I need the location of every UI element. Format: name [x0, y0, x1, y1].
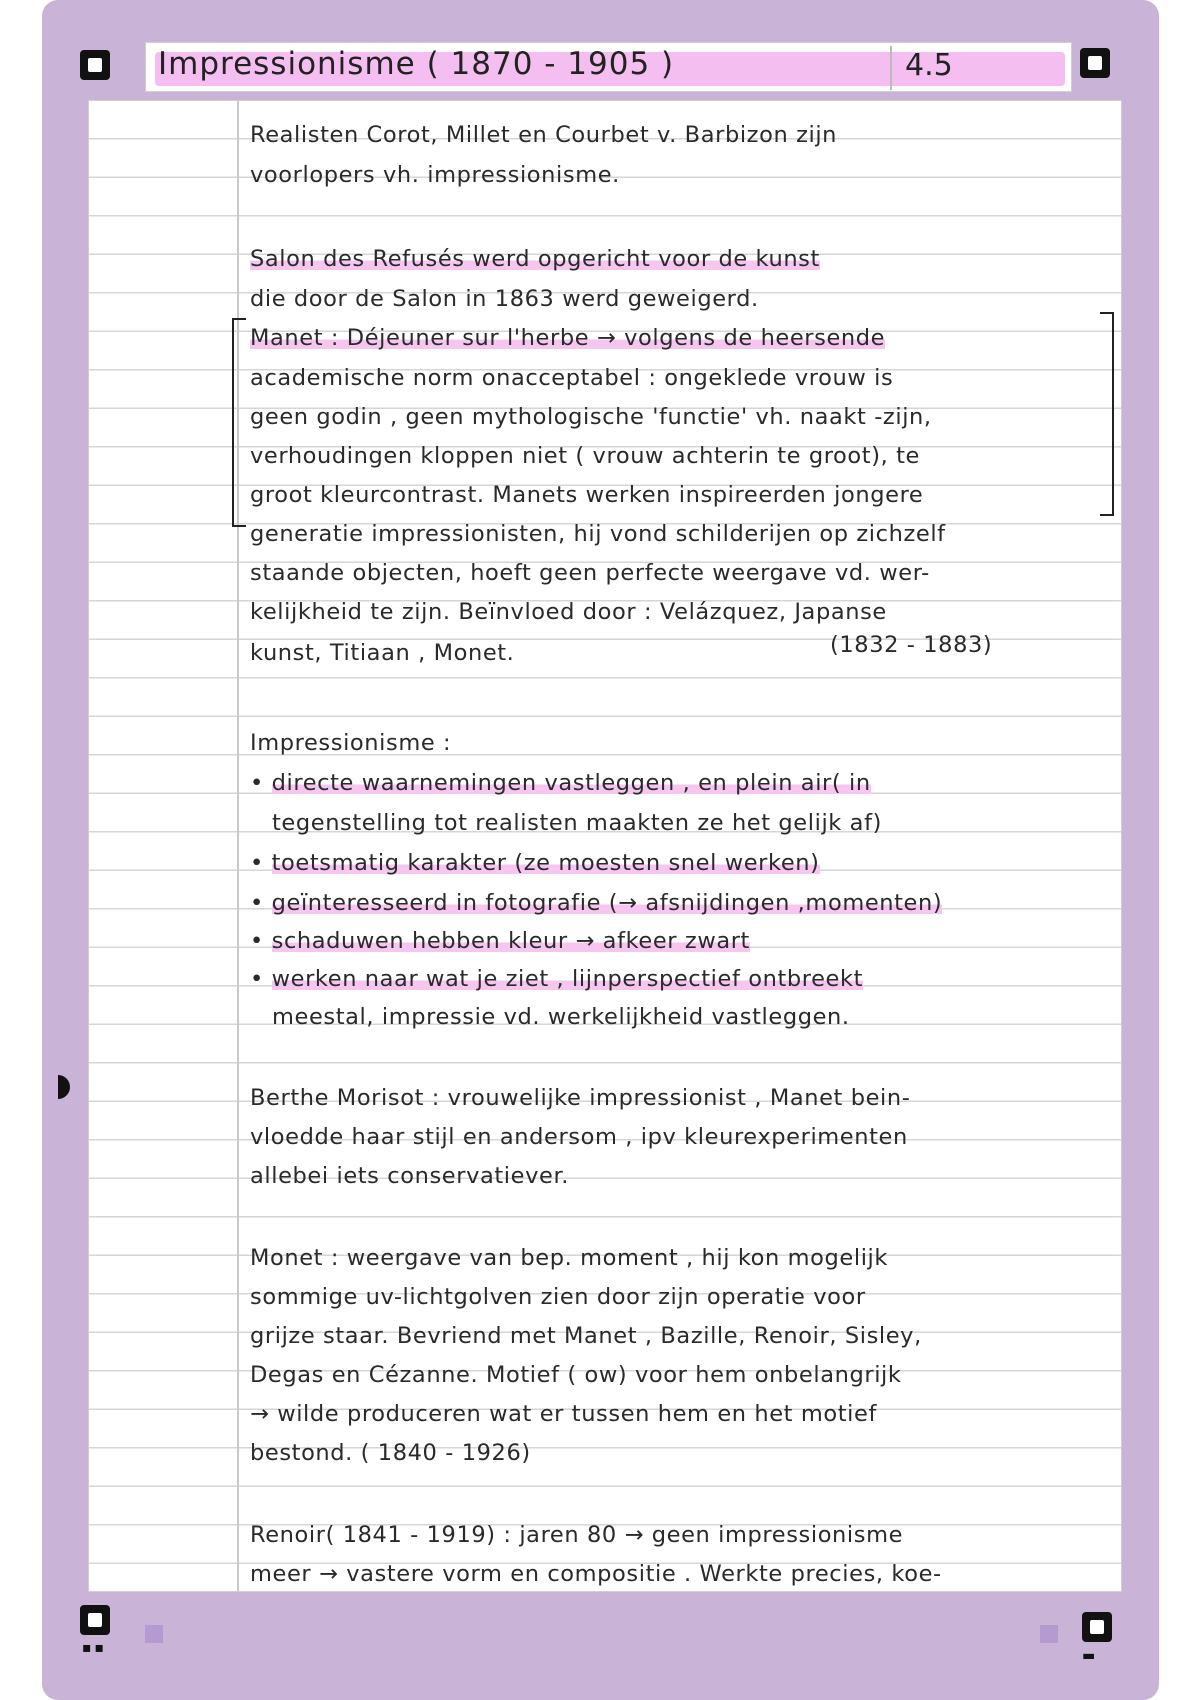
- bullet-text: geïnteresseerd in fotografie (→ afsnijdingen ,momenten): [271, 890, 943, 916]
- text-line: voorlopers vh. impressionisme.: [250, 162, 620, 188]
- header-divider: [890, 46, 892, 90]
- text-line: allebei iets conservatiever.: [250, 1163, 569, 1189]
- text-line: Monet : weergave van bep. moment , hij kon mogelijk: [250, 1245, 889, 1271]
- corner-top-right-icon: [1080, 48, 1110, 78]
- bullet-text: toetsmatig karakter (ze moesten snel werken): [271, 850, 820, 876]
- corner-top-left-icon: [80, 50, 110, 80]
- dots-icon: ▪▪: [82, 1640, 107, 1656]
- bullet-line: tegenstelling tot realisten maakten ze het gelijk af): [272, 810, 882, 836]
- text-line: Realisten Corot, Millet en Courbet v. Barbizon zijn: [250, 122, 838, 148]
- dash-icon: ▬: [1082, 1648, 1099, 1664]
- corner-bottom-left-icon: [80, 1605, 110, 1635]
- bullet-line: • toetsmatig karakter (ze moesten snel werken): [250, 850, 820, 876]
- bullet-line: • geïnteresseerd in fotografie (→ afsnijdingen ,momenten): [250, 890, 943, 916]
- text-line: die door de Salon in 1863 werd geweigerd.: [250, 286, 759, 312]
- page-title: Impressionisme ( 1870 - 1905 ): [158, 46, 675, 82]
- bullet-line: meestal, impressie vd. werkelijkheid vastleggen.: [272, 1004, 850, 1030]
- page-number: 4.5: [905, 48, 953, 83]
- bullet-line: • werken naar wat je ziet , lijnperspectief ontbreekt: [250, 966, 864, 992]
- text-line: staande objecten, hoeft geen perfecte weergave vd. wer-: [250, 560, 930, 586]
- right-bracket: [1100, 312, 1114, 516]
- text-line: Renoir( 1841 - 1919) : jaren 80 → geen impressionisme: [250, 1522, 904, 1548]
- text-line: bestond. ( 1840 - 1926): [250, 1440, 531, 1466]
- text-line: kunst, Titiaan , Monet.: [250, 640, 515, 666]
- purple-square-icon: [1040, 1625, 1058, 1643]
- text-line: geen godin , geen mythologische 'functie' vh. naakt -zijn,: [250, 404, 932, 430]
- bullet-text: werken naar wat je ziet , lijnperspectief ontbreekt: [271, 966, 864, 992]
- text-line: sommige uv-lichtgolven zien door zijn operatie voor: [250, 1284, 866, 1310]
- text-line: groot kleurcontrast. Manets werken inspireerden jongere: [250, 482, 924, 508]
- bullet-line: • directe waarnemingen vastleggen , en plein air( in: [250, 770, 871, 796]
- text-line: → wilde produceren wat er tussen hem en het motief: [250, 1401, 877, 1427]
- text-line: vloedde haar stijl en andersom , ipv kleurexperimenten: [250, 1124, 908, 1150]
- text-line: Manet : Déjeuner sur l'herbe → volgens de heersende: [250, 325, 886, 351]
- left-bracket: [232, 318, 246, 527]
- section-heading: Impressionisme :: [250, 730, 452, 756]
- corner-bottom-right-icon: [1082, 1612, 1112, 1642]
- bullet-text: directe waarnemingen vastleggen , en plein air( in: [271, 770, 871, 796]
- bullet-line: • schaduwen hebben kleur → afkeer zwart: [250, 928, 750, 954]
- text-line: generatie impressionisten, hij vond schilderijen op zichzelf: [250, 521, 946, 547]
- text-line: kelijkheid te zijn. Beïnvloed door : Velázquez, Japanse: [250, 599, 887, 625]
- purple-square-icon: [145, 1625, 163, 1643]
- text-line: grijze staar. Bevriend met Manet , Bazille, Renoir, Sisley,: [250, 1323, 922, 1349]
- text-line: academische norm onacceptabel : ongeklede vrouw is: [250, 365, 894, 391]
- text-line: meer → vastere vorm en compositie . Werkte precies, koe-: [250, 1561, 942, 1587]
- text-line: verhoudingen kloppen niet ( vrouw achterin te groot), te: [250, 443, 920, 469]
- bullet-text: schaduwen hebben kleur → afkeer zwart: [271, 928, 750, 954]
- manet-years: (1832 - 1883): [830, 632, 993, 658]
- text-line: Degas en Cézanne. Motief ( ow) voor hem onbelangrijk: [250, 1362, 902, 1388]
- text-line: Salon des Refusés werd opgericht voor de kunst: [250, 246, 820, 272]
- text-line: Berthe Morisot : vrouwelijke impressionist , Manet bein-: [250, 1085, 911, 1111]
